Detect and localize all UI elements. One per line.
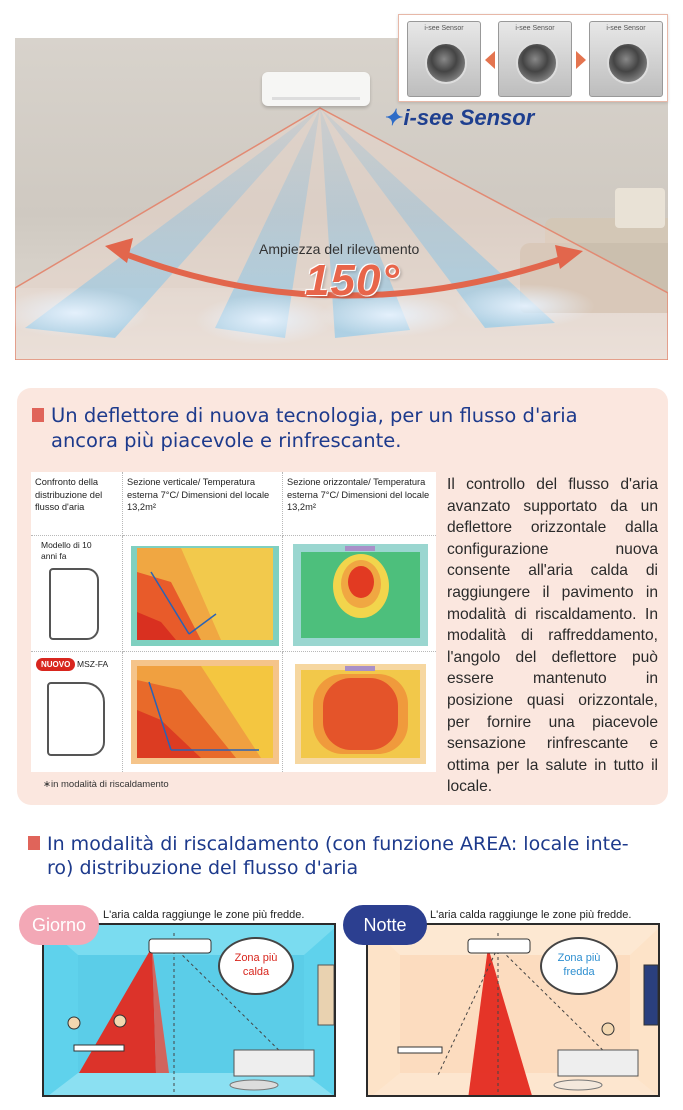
sensor-lens-icon xyxy=(607,42,649,84)
sensor-tile-right xyxy=(589,21,663,97)
old-unit-side-icon xyxy=(49,568,99,640)
sensor-tile-label: i-see Sensor xyxy=(606,25,646,32)
new-vertical-heatmap xyxy=(131,660,279,764)
bullet-square-icon xyxy=(32,408,44,422)
sensor-tile-label: i-see Sensor xyxy=(424,25,464,32)
table-header-comparison: Confronto della distribuzione del flusso d'aria xyxy=(31,472,123,536)
detection-angle: 150° xyxy=(305,256,401,305)
section2-heading-line2: ro) distribuzione del flusso d'aria xyxy=(47,857,359,879)
new-badge: NUOVO xyxy=(36,658,75,671)
night-bubble-line2: fredda xyxy=(563,966,595,978)
table-header-vertical: Sezione verticale/ Temperatura esterna 7°C/ Dimensioni del locale 13,2m² xyxy=(123,472,283,536)
sensor-lens-icon xyxy=(516,42,558,84)
sensor-tile-label: i-see Sensor xyxy=(515,25,555,32)
section1-heading-line2: ancora più piacevole e rinfrescante. xyxy=(51,429,402,452)
section1-heading-line1: Un deflettore di nuova tecnologia, per un flusso d'aria xyxy=(51,404,578,427)
day-caption: L'aria calda raggiunge le zone più fredde. xyxy=(103,909,305,921)
sensor-lens-icon xyxy=(425,42,467,84)
day-bubble-line2: calda xyxy=(242,966,270,978)
old-model-label: Modello di 10 anni fa xyxy=(41,540,92,561)
sensor-panel xyxy=(398,14,668,102)
night-caption: L'aria calda raggiunge le zone più fredde. xyxy=(430,909,632,921)
air-conditioner-unit xyxy=(262,72,370,106)
floor-spot-4 xyxy=(455,284,595,328)
arrow-right-icon xyxy=(576,51,586,69)
footnote: ∗in modalità di riscaldamento xyxy=(43,779,169,790)
night-room-scene xyxy=(368,925,660,1097)
day-room-illustration xyxy=(42,923,336,1097)
old-horizontal-heatmap xyxy=(293,544,428,646)
day-bubble xyxy=(218,937,294,995)
new-horizontal-heatmap xyxy=(295,664,426,764)
sensor-tile-center xyxy=(498,21,572,97)
arrow-left-icon xyxy=(485,51,495,69)
old-vertical-heatmap xyxy=(131,542,279,646)
section1-heading xyxy=(32,403,652,453)
logo-text: i-see Sensor xyxy=(403,105,535,130)
sparkle-icon: ✦ xyxy=(383,105,402,130)
day-room-scene xyxy=(44,925,336,1097)
detection-label: Ampiezza del rilevamento xyxy=(259,241,420,257)
night-room-illustration xyxy=(366,923,660,1097)
new-model-label: MSZ-FA xyxy=(77,659,109,669)
day-pill: Giorno xyxy=(19,905,99,945)
table-header-horizontal: Sezione orizzontale/ Temperatura esterna 7°C/ Dimensioni del locale 13,2m² xyxy=(283,472,436,536)
bullet-square-icon xyxy=(28,836,40,850)
sensor-tile-left xyxy=(407,21,481,97)
section2-heading-line1: In modalità di riscaldamento (con funzione AREA: locale inte- xyxy=(47,833,629,855)
section1-body-text: Il controllo del flusso d'aria avanzato supportato da un deflettore orizzontale dalla configurazione nuova consente all'aria calda di raggiungere il pavimento in modalità di riscaldamento. In modalità di raffreddamento, l'angolo del deflettore può essere mantenuto in posizione quasi orizzontale, per fornire una piacevole sensazione rinfrescante e ottima per la salute in tutto il locale. xyxy=(447,476,658,796)
deflector-section xyxy=(17,388,668,805)
section2-heading xyxy=(28,832,660,880)
new-unit-side-icon xyxy=(47,682,105,756)
night-pill: Notte xyxy=(343,905,427,945)
night-bubble-line1: Zona più xyxy=(557,952,601,964)
day-bubble-line1: Zona più xyxy=(234,952,278,964)
i-see-sensor-logo xyxy=(383,105,534,131)
comparison-table xyxy=(31,472,436,772)
night-bubble xyxy=(540,937,618,995)
